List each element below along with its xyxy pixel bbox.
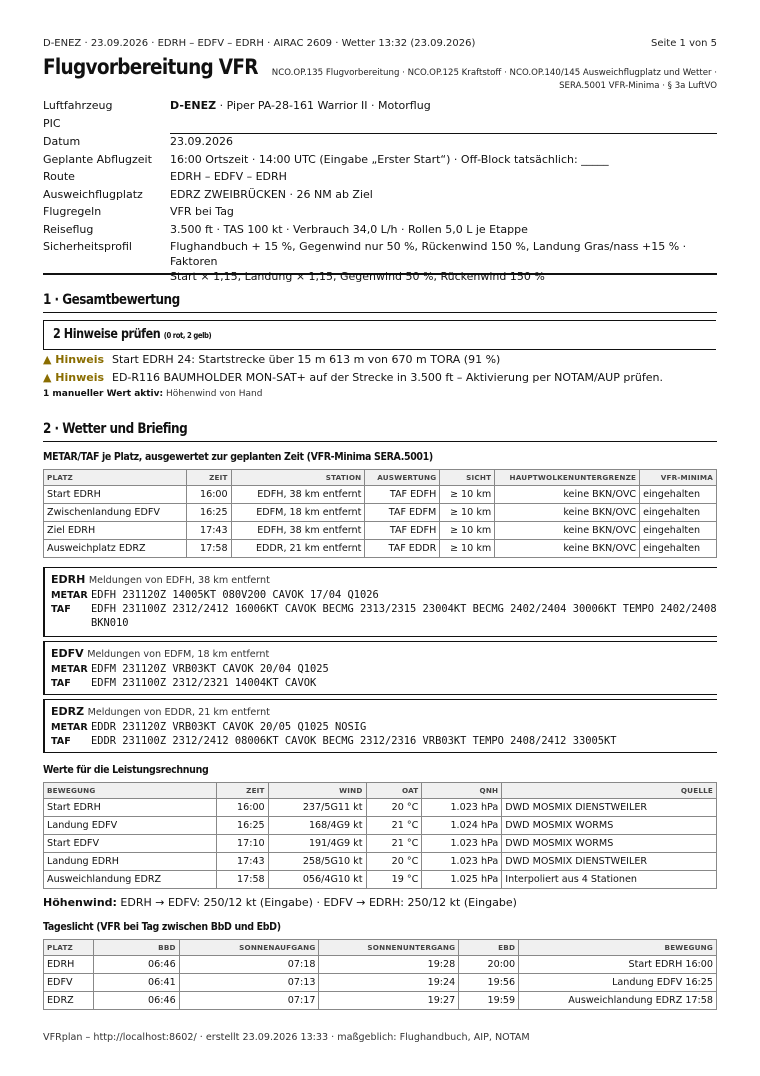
table-cell: 237/5G11 kt <box>268 799 366 817</box>
table-row <box>44 871 717 889</box>
table-cell: TAF EDFM <box>365 504 440 522</box>
section-heading-overall: 1 · Gesamtbewertung <box>43 292 180 308</box>
table-cell: 168/4G9 kt <box>268 817 366 835</box>
aircraft-type: · Piper PA-28-161 Warrior II · Motorflug <box>216 99 431 112</box>
weather-report-edrh <box>43 567 717 637</box>
page-number: Seite 1 von 5 <box>651 38 717 49</box>
table-cell: TAF EDDR <box>365 540 440 558</box>
safety-profile-line-1: Flughandbuch + 15 %, Gegenwind nur 50 %, Rückenwind 150 %, Landung Gras/nass +15 % · Faktoren <box>170 240 687 268</box>
report-icao: EDFV <box>51 647 84 660</box>
table-cell: 16:25 <box>216 817 268 835</box>
pic-field[interactable] <box>170 116 717 134</box>
report-source: Meldungen von EDDR, 21 km entfernt <box>87 707 270 718</box>
info-row-departure <box>43 152 717 170</box>
metar-line <box>51 662 329 677</box>
manual-value-text: Höhenwind von Hand <box>163 389 263 399</box>
flight-info-table <box>43 98 717 284</box>
table-cell: 21 °C <box>366 817 422 835</box>
table-cell: Start EDRH 16:00 <box>519 956 717 974</box>
report-icao: EDRZ <box>51 705 85 718</box>
manual-value-label: 1 manueller Wert aktiv: <box>43 389 164 399</box>
table-cell: eingehalten <box>640 522 717 540</box>
table-cell: ≥ 10 km <box>440 504 495 522</box>
table-row <box>44 540 717 558</box>
column-header: SONNENUNTERGANG <box>319 940 459 956</box>
taf-label: TAF <box>51 678 71 689</box>
table-cell: 19:28 <box>319 956 459 974</box>
info-row-cruise <box>43 222 717 240</box>
table-cell: DWD MOSMIX WORMS <box>502 817 717 835</box>
winds-aloft-label: Höhenwind: <box>43 896 117 909</box>
hint-text: Start EDRH 24: Startstrecke über 15 m 613 m von 670 m TORA (91 %) <box>112 353 501 366</box>
hint-tag: ▲ Hinweis <box>43 371 105 384</box>
column-header: ZEIT <box>186 470 231 486</box>
info-value: 3.500 ft · TAS 100 kt · Verbrauch 34,0 L/h · Rollen 5,0 L je Etappe <box>170 222 528 236</box>
info-label: PIC <box>43 116 61 130</box>
metar-text: EDFM 231120Z VRB03KT CAVOK 20/04 Q1025 <box>91 663 329 675</box>
table-cell: 16:00 <box>186 486 231 504</box>
safety-profile-line-2: Start × 1,15, Landung × 1,15, Gegenwind 50 %, Rückenwind 150 % <box>170 270 545 283</box>
table-header-row <box>44 470 717 486</box>
table-cell: Ausweichlandung EDRZ <box>44 871 217 889</box>
info-value: 16:00 Ortszeit · 14:00 UTC (Eingabe „Erster Start“) · Off-Block tatsächlich: _____ <box>170 152 609 166</box>
table-row <box>44 799 717 817</box>
taf-text: EDFH 231100Z 2312/2412 16006KT CAVOK BECMG 2313/2315 23004KT BECMG 2402/2404 30006KT TEMPO 2402/2408 <box>91 603 717 615</box>
table-cell: ≥ 10 km <box>440 486 495 504</box>
table-cell: eingehalten <box>640 504 717 522</box>
hint-item <box>43 353 500 366</box>
info-row-date <box>43 134 717 152</box>
table-cell: 258/5G10 kt <box>268 853 366 871</box>
overall-status-title: 2 Hinweise prüfen <box>53 327 161 342</box>
daylight-heading: Tageslicht (VFR bei Tag zwischen BbD und EbD) <box>43 920 281 933</box>
column-header: PLATZ <box>44 470 187 486</box>
column-header: SONNENAUFGANG <box>179 940 319 956</box>
taf-line <box>51 676 316 691</box>
metar-label: METAR <box>51 664 88 675</box>
info-row-alternate <box>43 187 717 205</box>
info-row-flight-rules <box>43 204 717 222</box>
info-label: Luftfahrzeug <box>43 99 113 112</box>
info-value: 23.09.2026 <box>170 135 233 148</box>
table-header-row <box>44 940 717 956</box>
table-cell: 17:43 <box>186 522 231 540</box>
table-cell: 1.023 hPa <box>422 853 502 871</box>
weather-report-edrz <box>43 699 717 753</box>
table-row <box>44 956 717 974</box>
winds-aloft-note <box>43 896 517 909</box>
table-cell: Ausweichplatz EDRZ <box>44 540 187 558</box>
aircraft-registration: D-ENEZ <box>170 99 217 112</box>
info-label: Datum <box>43 134 81 148</box>
info-label: Geplante Abflugzeit <box>43 152 152 166</box>
table-cell: Start EDRH <box>44 799 217 817</box>
taf-line <box>51 602 717 630</box>
hint-text: ED-R116 BAUMHOLDER MON-SAT+ auf der Strecke in 3.500 ft – Aktivierung per NOTAM/AUP prüfen. <box>112 371 663 384</box>
metar-taf-heading: METAR/TAF je Platz, ausgewertet zur geplanten Zeit (VFR-Minima SERA.5001) <box>43 450 433 463</box>
info-value: EDRZ ZWEIBRÜCKEN · 26 NM ab Ziel <box>170 187 373 201</box>
column-header: BBD <box>93 940 179 956</box>
info-label: Route <box>43 170 75 183</box>
column-header: PLATZ <box>44 940 94 956</box>
table-cell: 16:00 <box>216 799 268 817</box>
table-header-row <box>44 783 717 799</box>
table-cell: 17:43 <box>216 853 268 871</box>
table-cell: keine BKN/OVC <box>495 540 640 558</box>
taf-label: TAF <box>51 604 71 615</box>
taf-text: EDDR 231100Z 2312/2412 08006KT CAVOK BECMG 2312/2316 VRB03KT TEMPO 2408/2412 33005KT <box>91 735 617 747</box>
table-cell: 19:27 <box>319 992 459 1010</box>
running-header <box>43 38 717 49</box>
table-cell: 17:58 <box>186 540 231 558</box>
table-cell: TAF EDFH <box>365 486 440 504</box>
metar-label: METAR <box>51 722 88 733</box>
column-header: WIND <box>268 783 366 799</box>
table-cell: DWD MOSMIX DIENSTWEILER <box>502 853 717 871</box>
taf-text: EDFM 231100Z 2312/2321 14004KT CAVOK <box>91 677 317 689</box>
report-source: Meldungen von EDFM, 18 km entfernt <box>87 649 270 660</box>
table-cell: Ausweichlandung EDRZ 17:58 <box>519 992 717 1010</box>
table-cell: keine BKN/OVC <box>495 486 640 504</box>
winds-aloft-text: EDRH → EDFV: 250/12 kt (Eingabe) · EDFV → EDRH: 250/12 kt (Eingabe) <box>116 896 517 909</box>
table-cell: 19 °C <box>366 871 422 889</box>
table-cell: 1.023 hPa <box>422 835 502 853</box>
table-cell: 06:41 <box>93 974 179 992</box>
performance-values-heading: Werte für die Leistungsrechnung <box>43 763 209 776</box>
table-cell: eingehalten <box>640 486 717 504</box>
hint-item <box>43 371 663 384</box>
column-header: QNH <box>422 783 502 799</box>
divider <box>43 312 717 313</box>
column-header: VFR-MINIMA <box>640 470 717 486</box>
column-header: ZEIT <box>216 783 268 799</box>
table-cell: ≥ 10 km <box>440 522 495 540</box>
table-cell: 21 °C <box>366 835 422 853</box>
info-row-pic <box>43 116 717 134</box>
table-row <box>44 522 717 540</box>
divider <box>43 273 717 275</box>
metar-line <box>51 588 379 603</box>
header-flight-summary: D-ENEZ · 23.09.2026 · EDRH – EDFV – EDRH · AIRAC 2609 · Wetter 13:32 (23.09.2026) <box>43 38 476 49</box>
manual-value-note <box>43 389 262 399</box>
weather-report-edfv <box>43 641 717 695</box>
metar-line <box>51 720 366 735</box>
column-header: QUELLE <box>502 783 717 799</box>
table-cell: DWD MOSMIX WORMS <box>502 835 717 853</box>
info-value: EDRH – EDFV – EDRH <box>170 170 287 183</box>
column-header: EBD <box>459 940 519 956</box>
column-header: BEWEGUNG <box>519 940 717 956</box>
table-cell: 07:13 <box>179 974 319 992</box>
divider <box>43 441 717 442</box>
table-cell: DWD MOSMIX DIENSTWEILER <box>502 799 717 817</box>
table-row <box>44 504 717 522</box>
daylight-table <box>43 939 717 1010</box>
column-header: BEWEGUNG <box>44 783 217 799</box>
table-cell: EDFH, 38 km entfernt <box>231 486 365 504</box>
table-cell: Interpoliert aus 4 Stationen <box>502 871 717 889</box>
table-cell: keine BKN/OVC <box>495 504 640 522</box>
hint-tag: ▲ Hinweis <box>43 353 105 366</box>
taf-label: TAF <box>51 736 71 747</box>
table-cell: Ziel EDRH <box>44 522 187 540</box>
performance-values-table <box>43 782 717 889</box>
table-row <box>44 835 717 853</box>
table-cell: EDFV <box>44 974 94 992</box>
info-label: Reiseflug <box>43 222 94 236</box>
table-cell: keine BKN/OVC <box>495 522 640 540</box>
table-cell: 06:46 <box>93 992 179 1010</box>
table-row <box>44 486 717 504</box>
page-footer: VFRplan – http://localhost:8602/ · erstellt 23.09.2026 13:33 · maßgeblich: Flughandbuch, AIP, NOTAM <box>43 1032 530 1043</box>
column-header: STATION <box>231 470 365 486</box>
taf-line <box>51 734 616 749</box>
table-cell: EDRZ <box>44 992 94 1010</box>
table-cell: EDDR, 21 km entfernt <box>231 540 365 558</box>
report-source: Meldungen von EDFH, 38 km entfernt <box>88 575 270 586</box>
table-cell: 17:10 <box>216 835 268 853</box>
table-cell: 07:17 <box>179 992 319 1010</box>
table-cell: 19:56 <box>459 974 519 992</box>
table-row <box>44 817 717 835</box>
table-cell: 056/4G10 kt <box>268 871 366 889</box>
table-row <box>44 992 717 1010</box>
table-cell: EDFH, 38 km entfernt <box>231 522 365 540</box>
table-cell: 20 °C <box>366 853 422 871</box>
table-cell: 191/4G9 kt <box>268 835 366 853</box>
table-cell: EDFM, 18 km entfernt <box>231 504 365 522</box>
table-cell: 07:18 <box>179 956 319 974</box>
table-cell: ≥ 10 km <box>440 540 495 558</box>
table-cell: 17:58 <box>216 871 268 889</box>
table-row <box>44 974 717 992</box>
table-cell: 19:24 <box>319 974 459 992</box>
table-cell: 1.023 hPa <box>422 799 502 817</box>
table-cell: Start EDRH <box>44 486 187 504</box>
document-title: Flugvorbereitung VFR <box>43 55 258 79</box>
metar-text: EDFH 231120Z 14005KT 080V200 CAVOK 17/04 Q1026 <box>91 589 379 601</box>
overall-status-counts: (0 rot, 2 gelb) <box>163 331 212 340</box>
regulation-references-line-1: NCO.OP.135 Flugvorbereitung · NCO.OP.125 Kraftstoff · NCO.OP.140/145 Ausweichflugplatz und Wetter · <box>271 68 717 78</box>
info-row-safety-profile <box>43 239 717 284</box>
column-header: HAUPTWOLKENUNTERGRENZE <box>495 470 640 486</box>
taf-text-continued: BKN010 <box>91 617 129 629</box>
table-cell: Landung EDFV 16:25 <box>519 974 717 992</box>
info-value: VFR bei Tag <box>170 205 234 218</box>
table-cell: 20:00 <box>459 956 519 974</box>
metar-text: EDDR 231120Z VRB03KT CAVOK 20/05 Q1025 NOSIG <box>91 721 367 733</box>
column-header: SICHT <box>440 470 495 486</box>
table-cell: 19:59 <box>459 992 519 1010</box>
regulation-references-line-2: SERA.5001 VFR-Minima · § 3a LuftVO <box>559 81 717 91</box>
table-cell: 1.024 hPa <box>422 817 502 835</box>
table-cell: Zwischenlandung EDFV <box>44 504 187 522</box>
table-cell: TAF EDFH <box>365 522 440 540</box>
table-cell: EDRH <box>44 956 94 974</box>
table-cell: 16:25 <box>186 504 231 522</box>
table-cell: Start EDFV <box>44 835 217 853</box>
table-cell: eingehalten <box>640 540 717 558</box>
info-label: Flugregeln <box>43 205 102 218</box>
table-cell: 1.025 hPa <box>422 871 502 889</box>
overall-status-box <box>43 320 716 350</box>
table-cell: Landung EDFV <box>44 817 217 835</box>
info-row-aircraft <box>43 98 717 116</box>
column-header: AUSWERTUNG <box>365 470 440 486</box>
column-header: OAT <box>366 783 422 799</box>
table-cell: 06:46 <box>93 956 179 974</box>
regulation-references <box>257 67 717 93</box>
table-row <box>44 853 717 871</box>
section-heading-weather: 2 · Wetter und Briefing <box>43 421 188 437</box>
info-row-route <box>43 169 717 187</box>
metar-taf-table <box>43 469 717 558</box>
info-label: Ausweichflugplatz <box>43 187 143 201</box>
metar-label: METAR <box>51 590 88 601</box>
table-cell: 20 °C <box>366 799 422 817</box>
info-label: Sicherheitsprofil <box>43 240 132 253</box>
report-icao: EDRH <box>51 573 86 586</box>
table-cell: Landung EDRH <box>44 853 217 871</box>
